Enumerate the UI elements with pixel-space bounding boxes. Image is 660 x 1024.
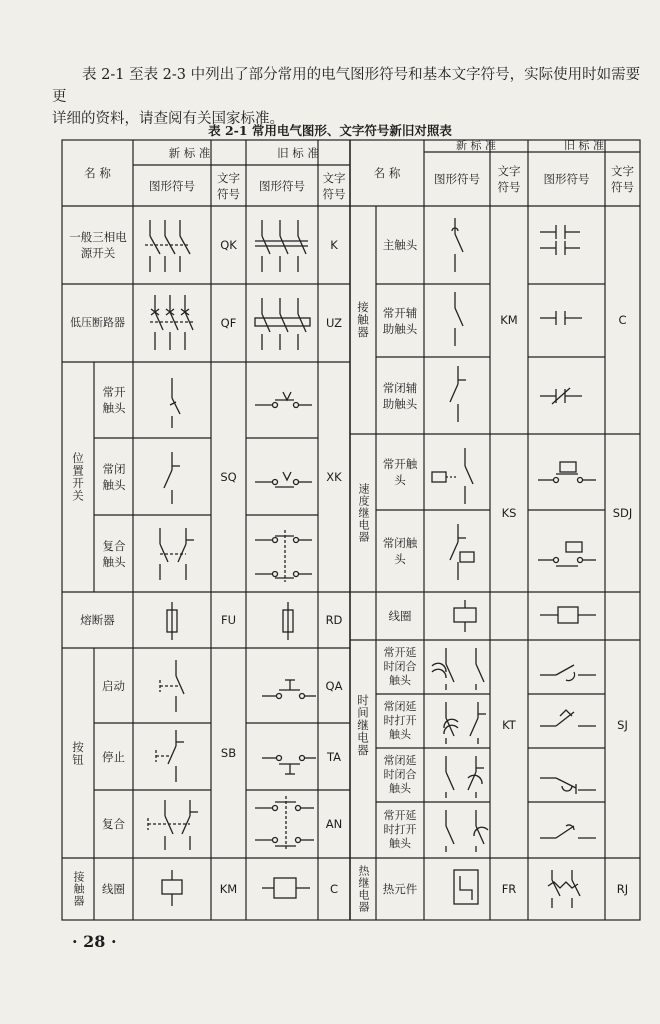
- button-row-stop: 停止: [102, 749, 125, 764]
- intro-line-2: 详细的资料，请查阅有关国家标准。: [52, 111, 284, 127]
- time-row-nc-delay-close: 常闭延时闭合触头: [383, 754, 417, 795]
- code-sj: SJ: [617, 718, 628, 732]
- time-row-nc-delay-open: 常闭延时打开触头: [383, 700, 417, 741]
- contactor-main-contact-new-icon: [452, 218, 463, 272]
- time-row-no-delay-open: 常开延时打开触头: [383, 809, 417, 850]
- time-row-coil: 线圈: [388, 609, 412, 623]
- header-graphic-old-left: 图形符号: [259, 178, 305, 193]
- speed-relay-no-new-icon: [432, 448, 473, 504]
- table-caption: 表 2-1 常用电气图形、文字符号新旧对照表: [208, 123, 452, 138]
- time-row-no-delay-close: 常开延时闭合触头: [383, 646, 417, 687]
- position-switch-compound-old-icon: [255, 530, 312, 582]
- code-sq: SQ: [220, 470, 237, 484]
- speed-relay-nc-new-icon: [450, 524, 474, 580]
- code-qa: QA: [325, 678, 343, 693]
- time-relay-no-delay-open2-new-icon: [446, 810, 488, 852]
- pos-row-compound: 复合触头: [102, 538, 126, 569]
- group-contactor-right: 接触器: [356, 301, 370, 339]
- code-rd: RD: [325, 613, 343, 627]
- pos-row-nc: 常闭触头: [102, 461, 126, 492]
- button-start-new-icon: [160, 660, 184, 712]
- code-c-coil: C: [329, 882, 339, 896]
- speed-relay-no-old-icon: [538, 462, 596, 483]
- speed-row-no: 常开触头: [382, 457, 418, 487]
- code-an: AN: [325, 817, 343, 831]
- thermal-element-old-icon: [548, 870, 580, 908]
- header-graphic-old-right: 图形符号: [543, 172, 590, 186]
- speed-row-nc: 常闭触头: [382, 536, 418, 566]
- button-stop-old-icon: [262, 756, 316, 775]
- header-name-right: 名 称: [373, 166, 401, 180]
- time-relay-coil-new-icon: [454, 600, 476, 632]
- three-pole-switch-old-icon: [255, 220, 308, 272]
- code-kt: KT: [502, 718, 516, 732]
- header-text-old-left: 文字符号: [322, 170, 346, 201]
- contactor-row-no-aux: 常开辅助触头: [382, 305, 418, 336]
- code-xk: XK: [326, 470, 342, 484]
- code-ta: TA: [327, 749, 341, 764]
- header-new-std-right: 新 标 准: [456, 139, 496, 152]
- button-row-compound: 复合: [102, 817, 125, 831]
- speed-relay-nc-old-icon: [538, 542, 596, 566]
- position-switch-no-old-icon: [255, 392, 312, 408]
- position-switch-no-new-icon: [170, 378, 180, 428]
- time-relay-no-delay-close-old-icon: [540, 665, 596, 681]
- code-qk: QK: [220, 238, 237, 252]
- header-new-std-left: 新 标 准: [168, 145, 211, 160]
- button-compound-new-icon: [148, 800, 198, 850]
- time-relay-no-delay-open-old-icon: [540, 710, 596, 726]
- button-stop-new-icon: [156, 730, 184, 782]
- fuse-old-icon: [283, 602, 293, 640]
- code-ks: KS: [501, 506, 517, 520]
- header-graphic-new-left: 图形符号: [149, 178, 195, 193]
- time-relay-no-delay-open2-old-icon: [540, 825, 596, 838]
- group-thermal-relay: 热继电器: [357, 865, 370, 913]
- button-start-old-icon: [262, 680, 316, 699]
- time-relay-no-delay-open-new-icon: [444, 702, 486, 744]
- code-sb: SB: [220, 746, 237, 760]
- circuit-breaker-old-icon: [255, 298, 310, 350]
- code-uz: UZ: [325, 316, 343, 330]
- code-fr: FR: [501, 882, 517, 896]
- header-text-new-left: 文字符号: [217, 170, 240, 201]
- code-fu: FU: [220, 613, 237, 627]
- position-switch-nc-new-icon: [164, 452, 180, 504]
- code-km-coil: KM: [219, 882, 238, 896]
- contactor-nc-aux-new-icon: [450, 366, 466, 422]
- header-old-std-right: 旧 标 准: [564, 139, 604, 152]
- name-fuse: 熔断器: [80, 613, 115, 627]
- code-km: KM: [500, 313, 518, 327]
- header-name-left: 名 称: [84, 166, 111, 180]
- code-sdj: SDJ: [612, 506, 633, 520]
- page-number: · 28 ·: [72, 932, 117, 951]
- header-old-std-left: 旧 标 准: [277, 145, 319, 160]
- intro-line-1: 表 2-1 至表 2-3 中列出了部分常用的电气图形符号和基本文字符号，实际使用时如需要更: [52, 67, 641, 105]
- button-row-start: 启动: [102, 678, 125, 693]
- contactor-row-nc-aux: 常闭辅助触头: [382, 380, 418, 411]
- thermal-row-element: 热元件: [382, 882, 418, 896]
- contactor-coil-name: 线圈: [102, 882, 125, 896]
- pos-row-no: 常开触头: [102, 385, 126, 415]
- code-qf: QF: [220, 316, 237, 330]
- header-text-new-right: 文字符号: [497, 164, 521, 194]
- header-text-old-right: 文字符号: [611, 164, 634, 194]
- code-k: K: [330, 238, 338, 252]
- code-rj: RJ: [616, 882, 629, 896]
- group-button: 按钮: [71, 740, 85, 766]
- position-switch-compound-new-icon: [160, 528, 194, 580]
- three-pole-switch-new-icon: [145, 220, 190, 272]
- group-contactor-left: 接触器: [72, 871, 85, 907]
- name-three-phase-switch: 一般三相电源开关: [69, 230, 127, 260]
- time-relay-nc-delay-close-new-icon: [446, 756, 484, 798]
- header-graphic-new-right: 图形符号: [434, 172, 480, 186]
- group-position-switch: 位置开关: [71, 452, 85, 502]
- button-compound-old-icon: [255, 796, 314, 850]
- group-time-relay: 时间继电器: [356, 693, 370, 757]
- contactor-coil-old-icon: [262, 878, 310, 898]
- code-c: C: [618, 313, 627, 327]
- time-relay-nc-delay-close-old-icon: [540, 778, 596, 794]
- contactor-nc-aux-old-icon: [540, 388, 582, 404]
- name-breaker: 低压断路器: [70, 316, 125, 329]
- position-switch-nc-old-icon: [255, 472, 312, 487]
- contactor-coil-new-icon: [162, 870, 182, 906]
- thermal-element-new-icon: [454, 870, 478, 904]
- group-speed-relay: 速度继电器: [357, 483, 370, 543]
- contactor-no-aux-old-icon: [540, 311, 582, 325]
- contactor-row-main: 主触头: [382, 238, 418, 252]
- time-relay-no-delay-close-new-icon: [432, 648, 484, 690]
- circuit-breaker-new-icon: [150, 295, 195, 350]
- fuse-new-icon: [167, 602, 177, 640]
- time-relay-coil-old-icon: [540, 607, 596, 623]
- contactor-no-aux-new-icon: [455, 292, 463, 346]
- contactor-main-contact-old-icon: [540, 225, 580, 255]
